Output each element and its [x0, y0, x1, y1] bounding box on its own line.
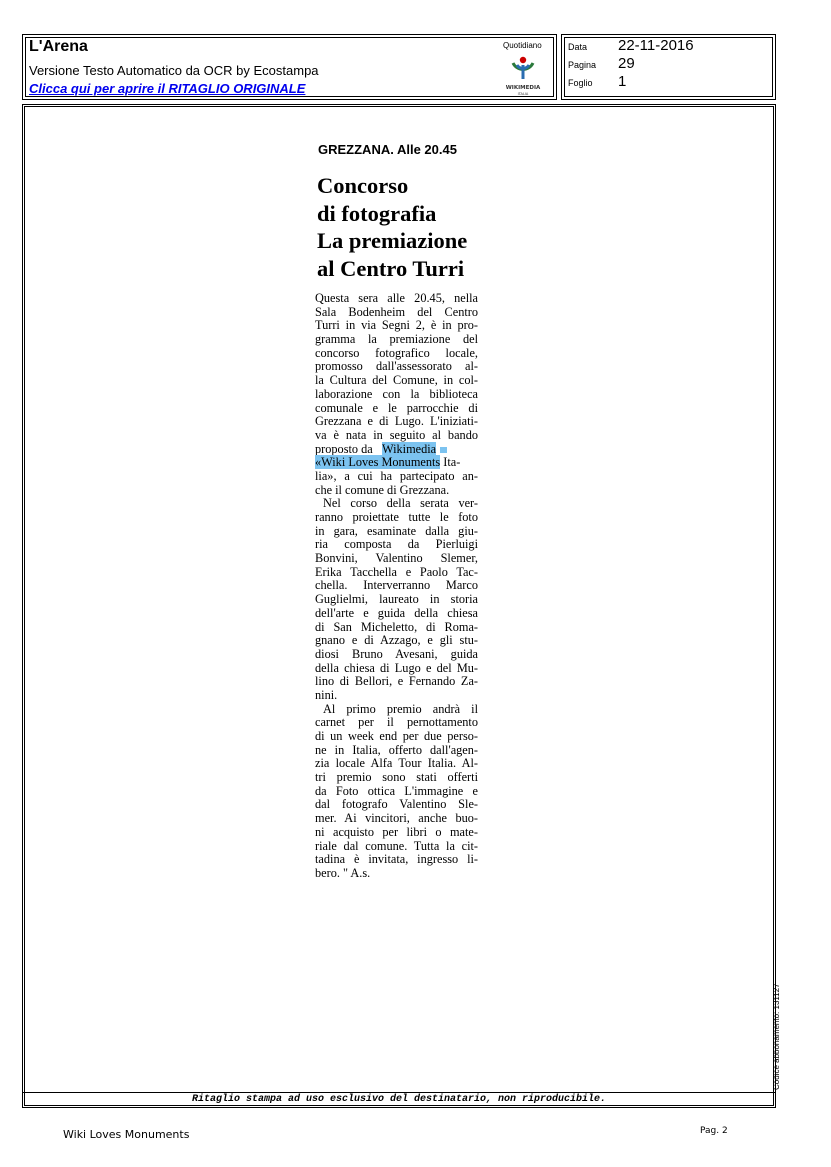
body-line: concorso fotografico locale,	[315, 345, 478, 360]
body-line: comunale e le parrocchie di	[315, 400, 478, 415]
body-line: ni acquisto per libri o mate-	[315, 824, 478, 839]
body-line: che il comune di Grezzana.	[315, 482, 450, 497]
body-line: dal fotografo Valentino Sle-	[315, 797, 478, 812]
highlight-wlm: «Wiki Loves Monuments	[315, 455, 441, 470]
body-line: Questa sera alle 20.45, nella	[315, 291, 478, 305]
headline-line: al Centro Turri	[317, 255, 465, 281]
body-line: da Foto ottica L'immagine e	[315, 783, 478, 798]
body-line: zia locale Alfa Tour Italia. Al-	[315, 756, 478, 771]
disclaimer: Ritaglio stampa ad uso esclusivo del destinatario, non riproducibile.	[23, 1092, 775, 1107]
body-line: di San Micheletto, di Roma-	[315, 619, 478, 634]
body-line: nini.	[315, 687, 338, 702]
foglio-value: 1	[618, 73, 627, 90]
body-line: lino di Bellori, e Fernando Za-	[315, 674, 478, 689]
body-text: Ita-	[443, 455, 461, 470]
body-line: gramma la premiazione del	[315, 332, 478, 347]
body-line: tri premio sono stati offerti	[315, 770, 478, 785]
body-line: carnet per il pernottamento	[315, 715, 478, 730]
body-line: diosi Bruno Avesani, guida	[315, 646, 478, 661]
logo-subtext: ITALIA	[517, 92, 529, 96]
body-line: riale dal comune. Tutta la cit-	[315, 838, 478, 853]
subscription-code: Codice abbonamento: 131127	[772, 983, 781, 1090]
publication-subtitle: Versione Testo Automatico da OCR by Ecostampa	[29, 63, 319, 78]
body-text: proposto da	[315, 441, 373, 456]
body-line: gnano e di Azzago, e gli stu-	[315, 633, 478, 648]
headline-line: La premiazione	[317, 228, 468, 253]
body-line: della chiesa di Lugo e del Mu-	[315, 660, 478, 675]
body-line: Bonvini, Valentino Slemer,	[315, 551, 478, 566]
pagina-label: Pagina	[568, 60, 597, 70]
body-line: dell'arte e guida della chiesa	[315, 605, 478, 620]
headline-line: Concorso	[317, 173, 409, 198]
highlight-wikimedia: Wikimedia	[381, 441, 437, 456]
article-body	[315, 292, 478, 881]
body-line: lia», a cui ha partecipato an-	[315, 468, 478, 483]
body-line: va è nata in seguito al bando	[315, 427, 478, 442]
page-number: Pag. 2	[700, 1126, 728, 1136]
logo-text: WIKIMEDIA	[505, 85, 541, 91]
body-line: Al primo premio andrà il	[323, 701, 478, 716]
body-line: Erika Tacchella e Paolo Tac-	[315, 564, 478, 579]
body-line: ria composta da Pierluigi	[315, 537, 478, 552]
page-footer-title: Wiki Loves Monuments	[63, 1128, 190, 1141]
publication-name: L'Arena	[29, 38, 88, 55]
publication-type: Quotidiano	[503, 41, 542, 50]
article-kicker: GREZZANA. Alle 20.45	[318, 142, 457, 157]
data-label: Data	[568, 42, 588, 52]
body-line: Sala Bodenheim del Centro	[315, 304, 478, 319]
body-line: Nel corso della serata ver-	[323, 496, 478, 511]
body-line: ne in Italia, offerto dall'agen-	[315, 742, 478, 757]
headline-line: di fotografia	[317, 200, 437, 226]
body-line: in gara, esaminate dalla giu-	[315, 523, 478, 538]
article-headline	[317, 172, 492, 282]
body-line: Turri in via Segni 2, è in pro-	[315, 318, 478, 333]
body-line: promosso dall'assessorato al-	[315, 359, 478, 374]
body-line: laborazione con la biblioteca	[315, 386, 478, 401]
annotation-marker-icon	[440, 447, 447, 453]
header-meta-box	[561, 34, 776, 100]
body-line: chella. Interverranno Marco	[315, 578, 478, 593]
body-line: bero. " A.s.	[315, 865, 371, 880]
foglio-label: Foglio	[568, 78, 593, 88]
body-line	[315, 456, 478, 470]
body-line: Grezzana e di Lugo. L'iniziati-	[315, 414, 478, 429]
body-line: Guglielmi, laureato in storia	[315, 592, 478, 607]
header-publication-box	[22, 34, 557, 100]
body-line: di un week end per due perso-	[315, 729, 478, 743]
pagina-value: 29	[618, 55, 635, 72]
body-line: mer. Ai vincitori, anche buo-	[315, 811, 478, 826]
body-line: tadina è invitata, ingresso li-	[315, 852, 478, 867]
body-line: ranno proiettate tutte le foto	[315, 510, 478, 524]
body-line	[315, 443, 478, 457]
data-value: 22-11-2016	[618, 37, 694, 54]
body-line: la Cultura del Comune, in col-	[315, 373, 478, 388]
wikimedia-logo	[500, 53, 546, 97]
open-original-link[interactable]: Clicca qui per aprire il RITAGLIO ORIGINALE	[29, 81, 306, 96]
